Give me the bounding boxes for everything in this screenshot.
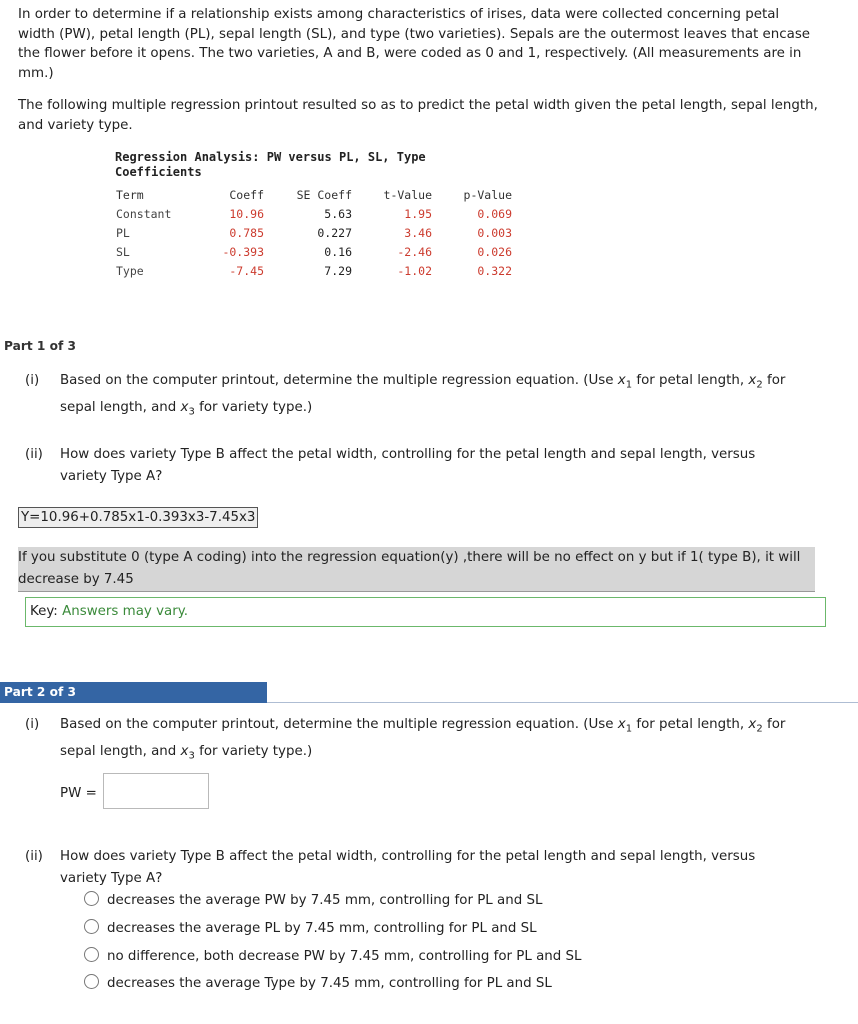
key-label: Key: [30, 604, 58, 619]
se-coeff-cell: 0.227 [317, 225, 352, 240]
part-1-q2-text: How does variety Type B affect the petal width, controlling for the petal length and sepal length, versus variety Type A? [60, 447, 756, 484]
se-coeff-cell: 7.29 [324, 263, 352, 278]
header-t-value: t-Value [383, 187, 432, 202]
table-row [112, 242, 516, 261]
printout-intro: The following multiple regression printout resulted so as to predict the petal width given the petal length, sepal length, and variety type. [18, 98, 818, 133]
regression-title: Regression Analysis: PW versus PL, SL, Type [115, 150, 426, 164]
part-2-q2-text: How does variety Type B affect the petal width, controlling for the petal length and sepal length, versus variety Type A? [60, 849, 756, 886]
term-cell: SL [116, 244, 130, 259]
part-1-q1-number: (i) [25, 373, 40, 388]
table-header-row [112, 185, 516, 204]
p-value-cell: 0.026 [477, 244, 512, 259]
pw-equation-input[interactable] [103, 773, 209, 809]
coeff-cell: 0.785 [229, 225, 264, 240]
key-value: Answers may vary. [62, 604, 188, 619]
answer-key-box [25, 597, 826, 627]
part-1-q1-text: Based on the computer printout, determine the multiple regression equation. (Use $x_1$ for petal length, $x_2$ for sepal length, and $x_3$ for variety type.) [60, 373, 786, 418]
part-2-q1-number: (i) [25, 717, 40, 732]
p-value-cell: 0.003 [477, 225, 512, 240]
intro-paragraph: In order to determine if a relationship exists among characteristics of irises, data were collected concerning petal width (PW), petal length (PL), sepal length (SL), and type (two varieties). Sepals are the outermost leaves that encase the flower before it opens. The two varieties, A and B, were coded as 0 and 1, respectively. (All measurements are in mm.) [18, 7, 811, 81]
table-row [112, 261, 516, 280]
part-divider [267, 702, 858, 703]
p-value-cell: 0.322 [477, 263, 512, 278]
coefficients-heading: Coefficients [115, 165, 202, 179]
header-term: Term [116, 187, 144, 202]
pw-label: PW = [60, 786, 97, 801]
part-2-label: Part 2 of 3 [4, 685, 77, 699]
option-pw-decrease[interactable]: decreases the average PW by 7.45 mm, controlling for PL and SL [84, 890, 542, 912]
explanation-answer: If you substitute 0 (type A coding) into the regression equation(y) ,there will be no effect on y but if 1( type B), it will decrease by 7.45 [18, 547, 815, 592]
part-2-q2-number: (ii) [25, 849, 43, 864]
se-coeff-cell: 5.63 [324, 206, 352, 221]
term-cell: Constant [116, 206, 172, 221]
option-type-decrease[interactable]: decreases the average Type by 7.45 mm, controlling for PL and SL [84, 973, 552, 995]
p-value-cell: 0.069 [477, 206, 512, 221]
equation-answer: Y=10.96+0.785x1-0.393x3-7.45x3 [18, 507, 258, 528]
radio-button[interactable] [84, 919, 99, 934]
part-1-q2-number: (ii) [25, 447, 43, 462]
se-coeff-cell: 0.16 [324, 244, 352, 259]
term-cell: PL [116, 225, 130, 240]
header-coeff: Coeff [229, 187, 264, 202]
part-2-header [0, 682, 267, 703]
radio-button[interactable] [84, 974, 99, 989]
table-row [112, 223, 516, 242]
part-1-label: Part 1 of 3 [4, 339, 77, 353]
part-2-q1-text: Based on the computer printout, determine the multiple regression equation. (Use $x_1$ for petal length, $x_2$ for sepal length, and $x_3$ for variety type.) [60, 717, 786, 762]
t-value-cell: 1.95 [404, 206, 432, 221]
regression-table [112, 185, 516, 280]
radio-button[interactable] [84, 891, 99, 906]
coeff-cell: -0.393 [222, 244, 264, 259]
t-value-cell: -1.02 [397, 263, 432, 278]
radio-button[interactable] [84, 947, 99, 962]
term-cell: Type [116, 263, 144, 278]
option-no-difference[interactable]: no difference, both decrease PW by 7.45 mm, controlling for PL and SL [84, 946, 581, 968]
option-pl-decrease[interactable]: decreases the average PL by 7.45 mm, controlling for PL and SL [84, 918, 537, 940]
coeff-cell: -7.45 [229, 263, 264, 278]
t-value-cell: -2.46 [397, 244, 432, 259]
t-value-cell: 3.46 [404, 225, 432, 240]
table-row [112, 204, 516, 223]
header-p-value: p-Value [463, 187, 512, 202]
header-se-coeff: SE Coeff [296, 187, 352, 202]
coeff-cell: 10.96 [229, 206, 264, 221]
